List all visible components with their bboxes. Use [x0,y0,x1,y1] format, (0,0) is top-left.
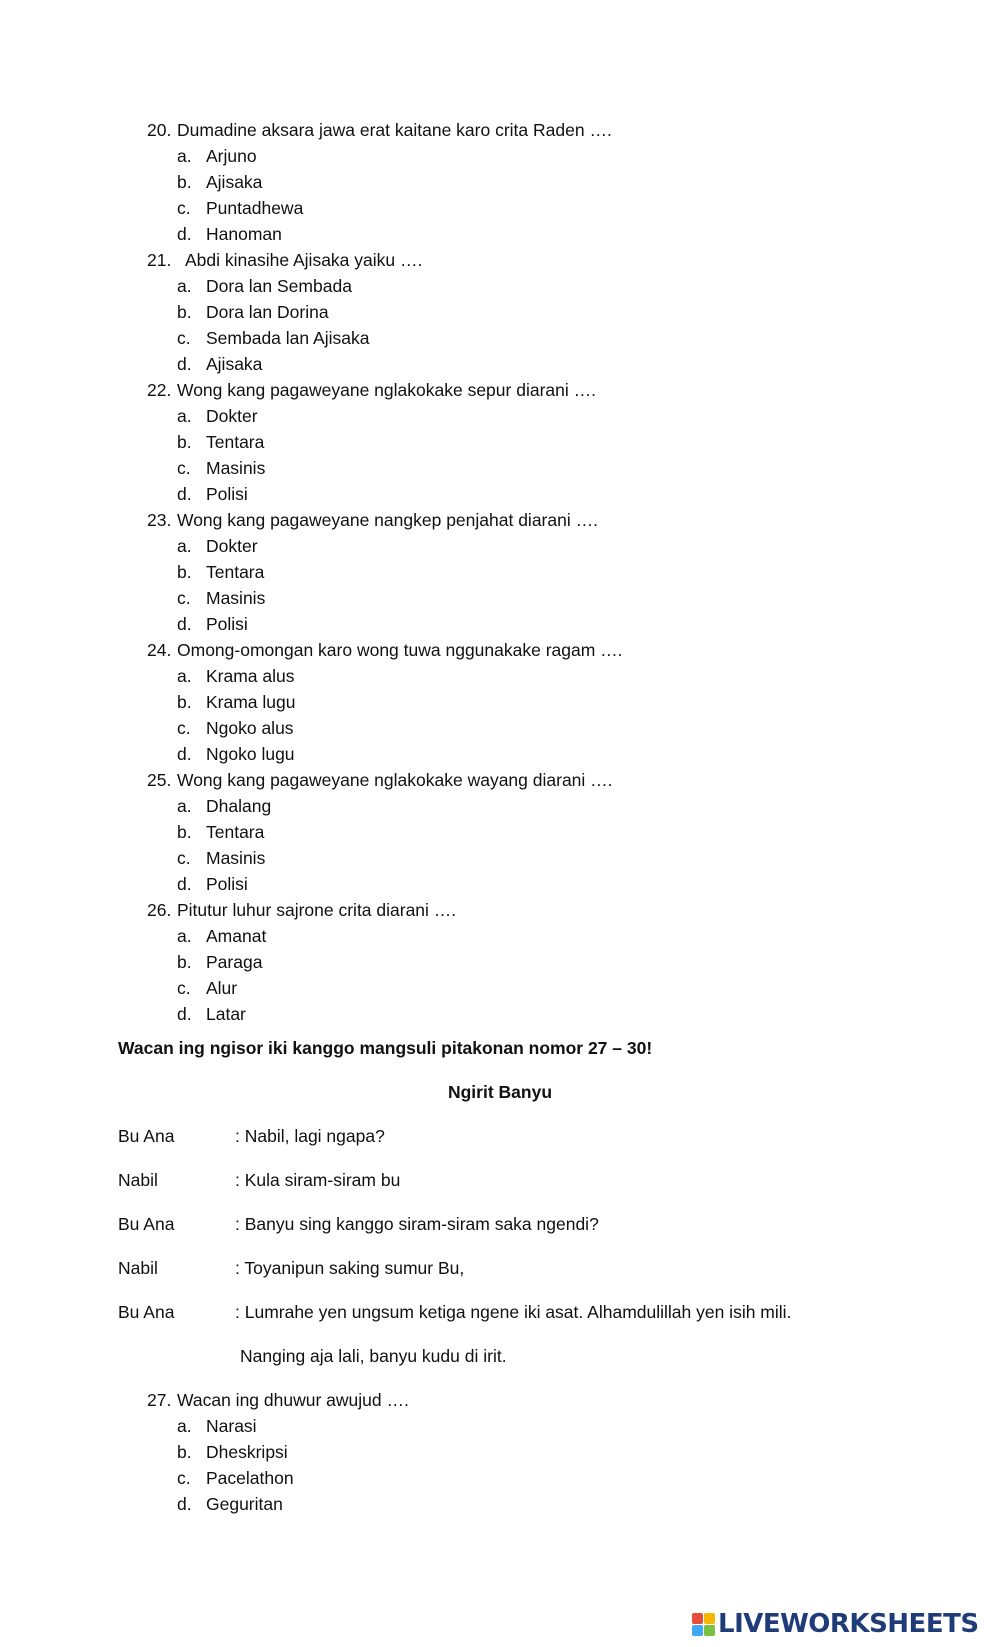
option-text: Dora lan Sembada [206,276,352,296]
answer-option [177,741,295,767]
option-letter: d. [177,744,192,764]
answer-option [177,533,258,559]
answer-option [177,715,294,741]
option-letter: a. [177,926,192,946]
answer-option [177,793,271,819]
answer-option [177,325,369,351]
option-text: Ajisaka [206,354,263,374]
option-letter: a. [177,406,192,426]
option-letter: c. [177,718,191,738]
dialogue-line: : Nabil, lagi ngapa? [235,1126,385,1146]
dialogue-line: : Kula siram-siram bu [235,1170,401,1190]
question-number: 25. [147,770,172,790]
question-number: 21. [147,250,172,270]
logo-square-e [704,1625,715,1636]
question-prompt: Omong-omongan karo wong tuwa nggunakake ragam …. [177,640,623,660]
option-text: Dora lan Dorina [206,302,329,322]
option-letter: a. [177,536,192,556]
question-prompt: Wong kang pagaweyane nangkep penjahat diarani …. [177,510,598,530]
option-letter: d. [177,1494,192,1514]
option-text: Paraga [206,952,263,972]
answer-option [177,1001,246,1027]
option-text: Polisi [206,874,248,894]
question-text [147,507,598,533]
answer-option [177,845,265,871]
answer-option [177,351,262,377]
option-text: Dheskripsi [206,1442,288,1462]
dialogue-speaker: Nabil [118,1170,158,1190]
question-text [147,247,422,273]
answer-option [177,1465,294,1491]
option-text: Dhalang [206,796,272,816]
option-text: Ngoko lugu [206,744,295,764]
option-text: Dokter [206,406,258,426]
option-letter: d. [177,874,192,894]
instruction: Wacan ing ngisor iki kanggo mangsuli pitakonan nomor 27 – 30! [118,1038,653,1058]
option-letter: b. [177,692,192,712]
liveworksheets-logo [692,1610,979,1638]
option-text: Alur [206,978,238,998]
option-letter: a. [177,666,192,686]
answer-option [177,663,295,689]
answer-option [177,975,237,1001]
option-text: Ngoko alus [206,718,294,738]
option-text: Ajisaka [206,172,263,192]
question-text [147,897,456,923]
answer-option [177,1413,257,1439]
option-text: Dokter [206,536,258,556]
option-letter: c. [177,588,191,608]
question-prompt: Wong kang pagaweyane nglakokake wayang diarani …. [177,770,613,790]
answer-option [177,923,266,949]
option-letter: c. [177,848,191,868]
option-letter: b. [177,822,192,842]
logo-square-l [692,1613,703,1624]
answer-option [177,819,264,845]
dialogue-line: : Banyu sing kanggo siram-siram saka ngendi? [235,1214,599,1234]
option-letter: b. [177,432,192,452]
option-text: Pacelathon [206,1468,294,1488]
question-prompt: Wong kang pagaweyane nglakokake sepur diarani …. [177,380,596,400]
option-letter: a. [177,146,192,166]
option-text: Hanoman [206,224,282,244]
option-text: Polisi [206,614,248,634]
option-text: Arjuno [206,146,257,166]
option-text: Amanat [206,926,267,946]
answer-option [177,429,264,455]
dialogue-continuation: Nanging aja lali, banyu kudu di irit. [240,1346,507,1366]
question-prompt: Pitutur luhur sajrone crita diarani …. [177,900,457,920]
question-text [147,637,623,663]
option-text: Masinis [206,588,266,608]
answer-option [177,195,303,221]
option-letter: a. [177,276,192,296]
dialogue-line: : Toyanipun saking sumur Bu, [235,1258,465,1278]
option-text: Narasi [206,1416,257,1436]
option-text: Puntadhewa [206,198,304,218]
question-text [147,117,612,143]
option-letter: b. [177,952,192,972]
answer-option [177,689,296,715]
option-text: Tentara [206,432,265,452]
option-letter: a. [177,796,192,816]
passage-title: Ngirit Banyu [447,1082,553,1102]
option-letter: c. [177,1468,191,1488]
option-text: Latar [206,1004,246,1024]
question-prompt: Wacan ing dhuwur awujud …. [177,1390,409,1410]
logo-square-v [692,1625,703,1636]
option-text: Krama alus [206,666,295,686]
option-letter: c. [177,458,191,478]
question-number: 20. [147,120,172,140]
answer-option [177,299,329,325]
answer-option [177,949,262,975]
question-number: 24. [147,640,172,660]
option-letter: d. [177,1004,192,1024]
answer-option [177,559,264,585]
option-letter: b. [177,172,192,192]
answer-option [177,143,257,169]
answer-option [177,273,352,299]
answer-option [177,871,248,897]
question-text [147,1387,409,1413]
answer-option [177,403,258,429]
dialogue-line: : Lumrahe yen ungsum ketiga ngene iki asat. Alhamdulillah yen isih mili. [235,1302,792,1322]
option-letter: b. [177,562,192,582]
question-number: 26. [147,900,172,920]
option-letter: b. [177,1442,192,1462]
dialogue-speaker: Bu Ana [118,1214,175,1234]
option-letter: a. [177,1416,192,1436]
question-prompt: Abdi kinasihe Ajisaka yaiku …. [185,250,423,270]
option-letter: d. [177,354,192,374]
question-text [147,377,596,403]
option-letter: d. [177,614,192,634]
answer-option [177,169,262,195]
option-text: Polisi [206,484,248,504]
option-text: Tentara [206,562,265,582]
dialogue-speaker: Bu Ana [118,1302,175,1322]
option-letter: c. [177,198,191,218]
dialogue-speaker: Bu Ana [118,1126,175,1146]
question-number: 27. [147,1390,172,1410]
question-number: 23. [147,510,172,530]
option-text: Sembada lan Ajisaka [206,328,370,348]
question-number: 22. [147,380,172,400]
question-prompt: Dumadine aksara jawa erat kaitane karo crita Raden …. [177,120,612,140]
option-letter: d. [177,224,192,244]
logo-text: LIVEWORKSHEETS [718,1609,979,1639]
answer-option [177,1491,283,1517]
answer-option [177,1439,288,1465]
option-text: Krama lugu [206,692,296,712]
option-letter: c. [177,328,191,348]
option-letter: d. [177,484,192,504]
answer-option [177,585,265,611]
option-letter: c. [177,978,191,998]
dialogue-speaker: Nabil [118,1258,158,1278]
option-text: Masinis [206,848,266,868]
option-text: Tentara [206,822,265,842]
logo-square-i [704,1613,715,1624]
answer-option [177,455,265,481]
question-text [147,767,613,793]
option-text: Masinis [206,458,266,478]
answer-option [177,481,248,507]
answer-option [177,611,248,637]
liveworksheets-logo-icon [692,1613,715,1636]
option-text: Geguritan [206,1494,283,1514]
answer-option [177,221,282,247]
option-letter: b. [177,302,192,322]
